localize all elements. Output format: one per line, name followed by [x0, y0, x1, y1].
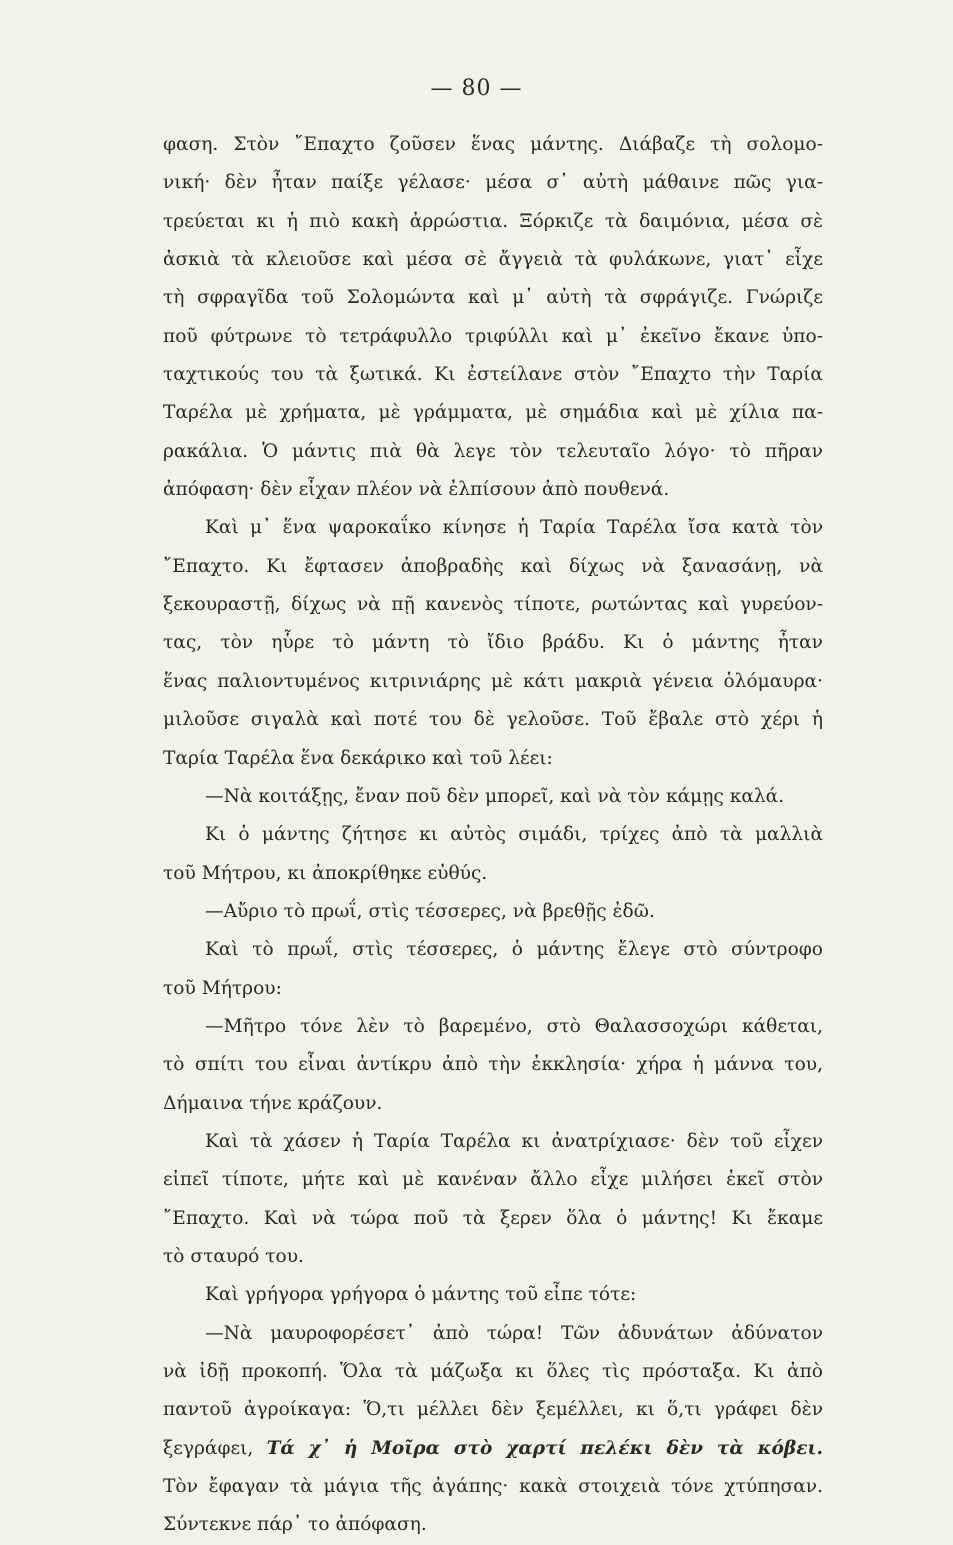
- line-text: ῎Επαχτο. Κι ἔφτασεν ἀποβραδὴς καὶ δίχως νὰ ξανασάνῃ, νὰ: [163, 555, 823, 577]
- text-line: [163, 1008, 823, 1046]
- line-text: ξεγράφει,: [163, 1437, 254, 1459]
- line-text: τοῦ Μήτρου, κι ἀποκρίθηκε εὐθύς.: [163, 862, 488, 884]
- text-line: [163, 126, 823, 164]
- text-line: [163, 1353, 823, 1391]
- text-line: [163, 356, 823, 394]
- line-text: τοῦ Μήτρου:: [163, 977, 282, 999]
- line-text: νική· δὲν ἦταν παίξε γέλασε· μέσα σ᾽ αὐτὴ μάθαινε πῶς για-: [163, 172, 823, 194]
- line-text: Ταρέλα μὲ χρήματα, μὲ γράμματα, μὲ σημάδια καὶ μὲ χίλια πα-: [163, 402, 823, 424]
- line-text: εἰπεῖ τίποτε, μήτε καὶ μὲ κανέναν ἄλλο εἶχε μιλήσει ἐκεῖ στὸν: [163, 1169, 823, 1191]
- text-line: [163, 203, 823, 241]
- line-text: ξεκουραστῇ, δίχως νὰ πῇ κανενὸς τίποτε, ρωτώντας καὶ γυρεύον-: [163, 594, 823, 616]
- text-line: [163, 1315, 823, 1353]
- line-text: —Νὰ μαυροφορέσετ᾽ ἀπὸ τώρα! Τῶν ἀδυνάτων ἀδύνατον: [205, 1322, 823, 1344]
- text-line: [163, 893, 823, 931]
- text-line: [163, 394, 823, 432]
- text-line: [163, 1238, 823, 1276]
- line-text: νὰ ἰδῇ προκοπή. Ὅλα τὰ μάζωξα κι ὅλες τὶς πρόσταξα. Κι ἀπὸ: [163, 1361, 823, 1382]
- text-line: [163, 433, 823, 471]
- text-line: [163, 318, 823, 356]
- line-text: ῎Επαχτο. Καὶ νὰ τώρα ποῦ τὰ ξερεν ὅλα ὁ μάντης! Κι ἔκαμε: [163, 1207, 823, 1229]
- text-line: [163, 624, 823, 662]
- text-line: [163, 816, 823, 854]
- text-line: [163, 241, 823, 279]
- line-text: τας, τὸν ηὗρε τὸ μάντη τὸ ἴδιο βράδυ. Κι ὁ μάντης ἦταν: [163, 632, 823, 654]
- text-line: [163, 855, 823, 893]
- text-line: [163, 1046, 823, 1084]
- line-text: Σύντεκνε πάρ᾽ το ἀπόφαση.: [163, 1514, 427, 1536]
- text-line: [163, 1161, 823, 1199]
- line-text: μιλοῦσε σιγαλὰ καὶ ποτέ του δὲ γελοῦσε. Τοῦ ἔβαλε στὸ χέρι ἡ: [163, 709, 823, 731]
- line-text: Καὶ τὸ πρωΐ, στὶς τέσσερες, ὁ μάντης ἔλεγε στὸ σύντροφο: [205, 939, 823, 961]
- text-line: [163, 931, 823, 969]
- line-text: —Νὰ κοιτάξῃς, ἔναν ποῦ δὲν μπορεῖ, καὶ νὰ τὸν κάμῃς καλά.: [205, 785, 785, 807]
- line-text: Τὸν ἔφαγαν τὰ μάγια τῆς ἀγάπης· κακὰ στοιχειὰ τόνε χτύπησαν.: [163, 1476, 823, 1498]
- text-line: [163, 701, 823, 739]
- body-text: [163, 126, 823, 1545]
- text-line: [163, 586, 823, 624]
- line-text: τὸ σπίτι του εἶναι ἀντίκρυ ἀπὸ τὴν ἐκκλησία· χήρα ἡ μάννα του,: [163, 1054, 823, 1076]
- line-text: ἀπόφαση· δὲν εἶχαν πλέον νὰ ἐλπίσουν ἀπὸ πουθενά.: [163, 479, 670, 501]
- text-line: [163, 663, 823, 701]
- text-line: [163, 471, 823, 509]
- line-text: ἀσκιὰ τὰ κλειοῦσε καὶ μέσα σὲ ἄγγειὰ τὰ φυλάκωνε, γιατ᾽ εἶχε: [163, 249, 823, 271]
- line-text: παντοῦ ἀγροίκαγα: Ὅ,τι μέλλει δὲν ξεμέλλει, κι ὅ,τι γράφει δὲν: [163, 1399, 823, 1421]
- line-text: ἕνας παλιοντυμένος κιτρινιάρης μὲ κάτι μακριὰ γένεια ὁλόμαυρα·: [163, 670, 823, 692]
- text-line: [163, 778, 823, 816]
- text-line: [163, 1391, 823, 1429]
- emphasized-proverb: Τά χ᾽ ἡ Μοῖρα στὸ χαρτί πελέκι δὲν τὰ κόβει.: [266, 1437, 823, 1459]
- line-text: Καὶ γρήγορα γρήγορα ὁ μάντης τοῦ εἶπε τότε:: [205, 1284, 637, 1306]
- text-line: [163, 1123, 823, 1161]
- line-text: Κι ὁ μάντης ζήτησε κι αὐτὸς σιμάδι, τρίχες ἀπὸ τὰ μαλλιὰ: [205, 824, 823, 846]
- text-line: [163, 1276, 823, 1314]
- text-line: [163, 1200, 823, 1238]
- text-line: [163, 1085, 823, 1123]
- text-line: [163, 1430, 823, 1468]
- text-line: [163, 164, 823, 202]
- line-text: τρεύεται κι ἡ πιὸ κακὴ ἀρρώστια. Ξόρκιζε τὰ δαιμόνια, μέσα σὲ: [163, 210, 823, 232]
- line-text: Δήμαινα τήνε κράζουν.: [163, 1092, 383, 1114]
- line-text: ρακάλια. Ὁ μάντις πιὰ θὰ λεγε τὸν τελευταῖο λόγο· τὸ πῆραν: [163, 440, 823, 462]
- line-text: Ταρία Ταρέλα ἕνα δεκάρικο καὶ τοῦ λέει:: [163, 747, 553, 769]
- text-line: [163, 509, 823, 547]
- line-text: φαση. Στὸν ῎Επαχτο ζοῦσεν ἕνας μάντης. Διάβαζε τὴ σολομο-: [163, 134, 823, 155]
- text-line: [163, 1468, 823, 1506]
- page-number: — 80 —: [430, 76, 523, 101]
- line-text: ταχτικούς του τὰ ξωτικά. Κι ἐστείλανε στὸν ῎Επαχτο τὴν Ταρία: [163, 364, 823, 386]
- text-line: [163, 548, 823, 586]
- text-line: [163, 279, 823, 317]
- text-line: [163, 1506, 823, 1544]
- line-text: Καὶ τὰ χάσεν ἡ Ταρία Ταρέλα κι ἀνατρίχιασε· δὲν τοῦ εἶχεν: [205, 1130, 823, 1152]
- text-line: [163, 740, 823, 778]
- line-text: —Αὔριο τὸ πρωΐ, στὶς τέσσερες, νὰ βρεθῇς ἐδῶ.: [205, 900, 655, 922]
- line-text: τὴ σφραγῖδα τοῦ Σολομώντα καὶ μ᾽ αὐτὴ τὰ σφράγιζε. Γνώριζε: [163, 287, 823, 309]
- line-text: —Μῆτρο τόνε λὲν τὸ βαρεμένο, στὸ Θαλασσοχώρι κάθεται,: [205, 1015, 823, 1037]
- line-text: τὸ σταυρό του.: [163, 1245, 304, 1267]
- text-line: [163, 970, 823, 1008]
- line-text: ποῦ φύτρωνε τὸ τετράφυλλο τριφύλλι καὶ μ᾽ ἐκεῖνο ἔκανε ὑπο-: [163, 325, 823, 347]
- line-text: Καὶ μ᾽ ἕνα ψαροκαΐκο κίνησε ἡ Ταρία Ταρέλα ἴσα κατὰ τὸν: [205, 517, 823, 539]
